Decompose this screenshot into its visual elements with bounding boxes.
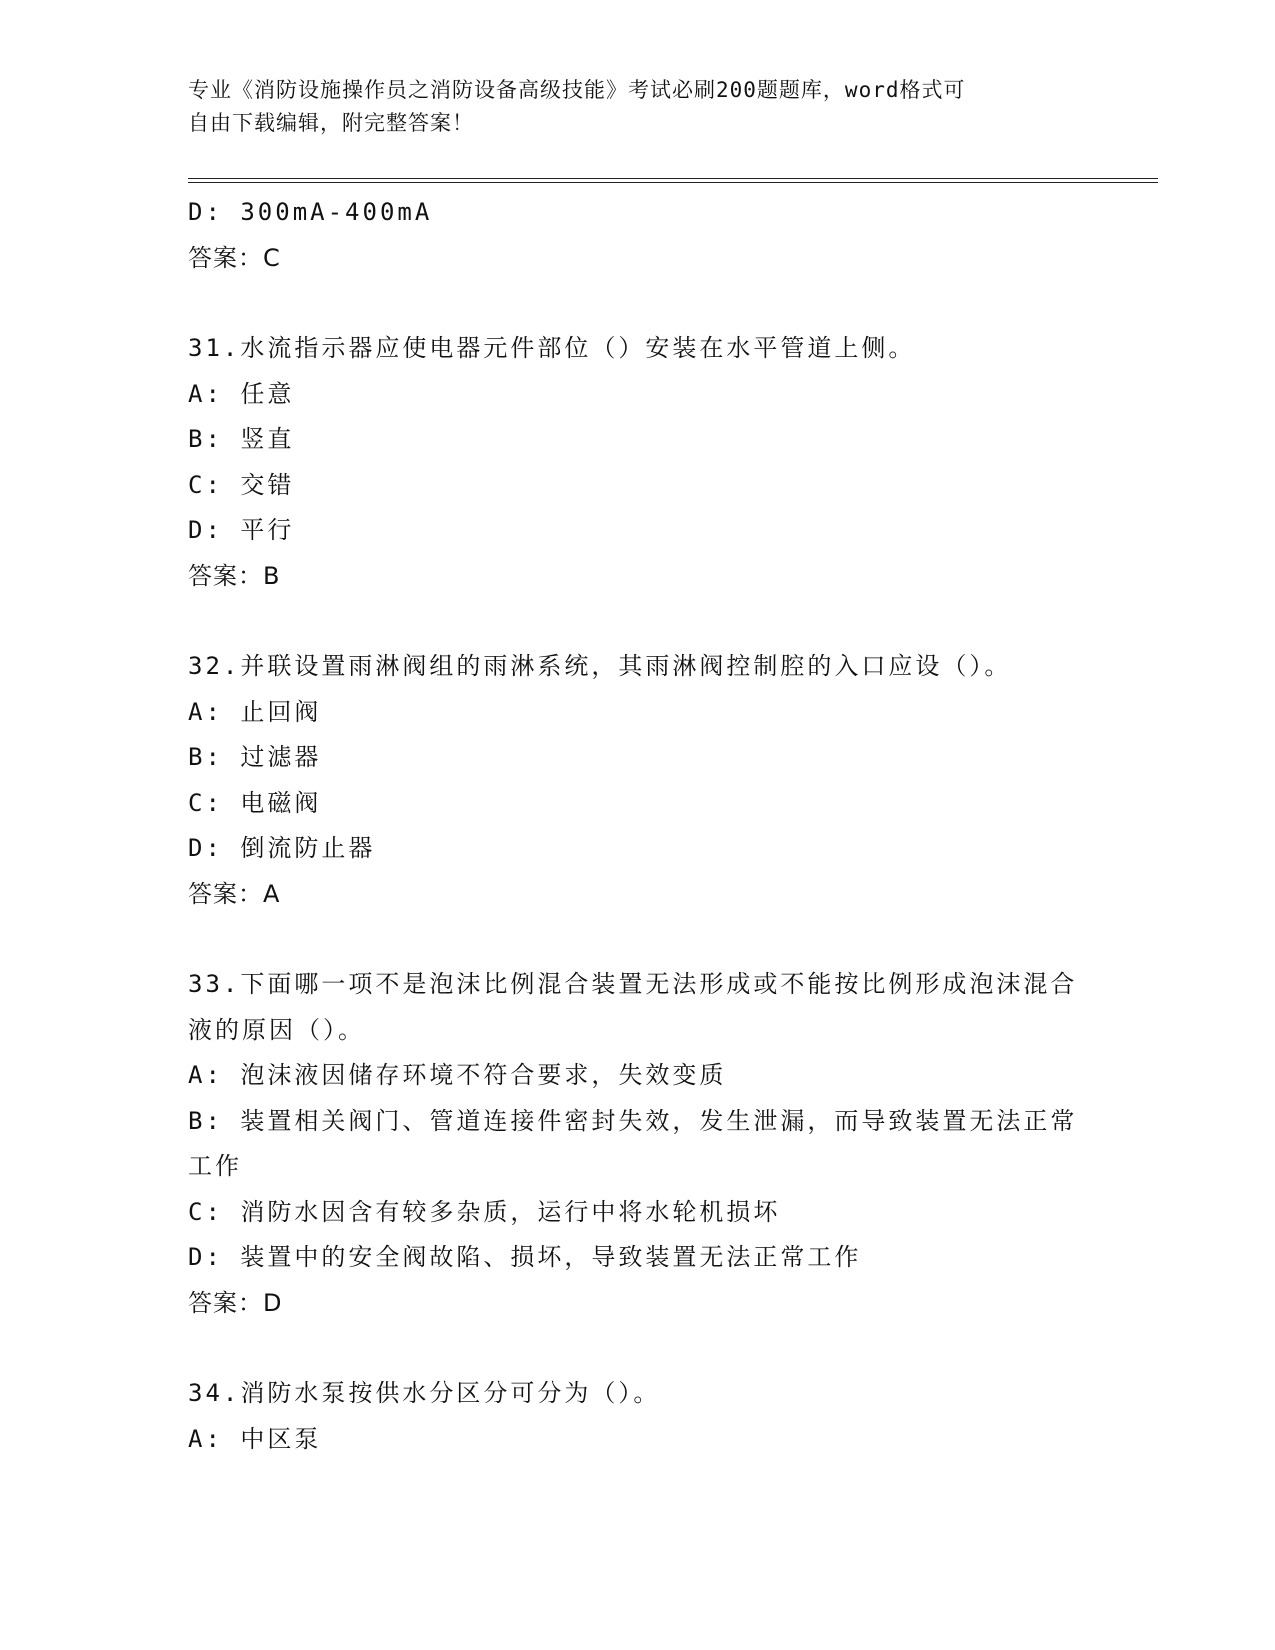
- question-text: 34.消防水泵按供水分区分可分为（）。: [188, 1379, 661, 1407]
- question-31: [188, 326, 1088, 599]
- option-c: C: 交错: [188, 470, 295, 499]
- spacer: [188, 599, 1088, 644]
- question-34: [188, 1371, 1088, 1462]
- header-line-1: 专业《消防设施操作员之消防设备高级技能》考试必刷200题题库，word格式可: [188, 78, 966, 102]
- question-32: [188, 644, 1088, 917]
- option-d: D: 平行: [188, 516, 295, 544]
- spacer: [188, 917, 1088, 962]
- option-c: C: 消防水因含有较多杂质，运行中将水轮机损坏: [188, 1197, 781, 1226]
- option-d: D: 装置中的安全阀故陷、损坏，导致装置无法正常工作: [188, 1243, 862, 1271]
- document-header: [188, 74, 1088, 140]
- question-text: 31.水流指示器应使电器元件部位（）安装在水平管道上侧。: [188, 334, 916, 362]
- answer: 答案：B: [188, 561, 281, 590]
- question-33: [188, 962, 1088, 1326]
- answer: 答案：A: [188, 879, 281, 908]
- option-a: A: 泡沫液因储存环境不符合要求，失效变质: [188, 1061, 727, 1089]
- question-text: 33.下面哪一项不是泡沫比例混合装置无法形成或不能按比例形成泡沫混合液的原因（）。: [188, 970, 1078, 1044]
- option-b: B: 装置相关阀门、管道连接件密封失效，发生泄漏，而导致装置无法正常工作: [188, 1106, 1078, 1180]
- option-a: A: 中区泵: [188, 1424, 322, 1453]
- header-line-2: 自由下载编辑，附完整答案！: [188, 111, 474, 135]
- option-c: C: 电磁阀: [188, 788, 322, 817]
- spacer: [188, 1326, 1088, 1371]
- document-body: [188, 190, 1088, 1462]
- answer: 答案：D: [188, 1288, 283, 1317]
- header-rule-top: [188, 178, 1158, 179]
- spacer: [188, 281, 1088, 326]
- question-text: 32.并联设置雨淋阀组的雨淋系统，其雨淋阀控制腔的入口应设（）。: [188, 652, 1012, 680]
- option-d: D: 倒流防止器: [188, 834, 376, 862]
- prev-option-d: D: 300mA-400mA: [188, 198, 433, 226]
- header-rule-bottom: [188, 182, 1158, 183]
- prev-answer: 答案：C: [188, 243, 281, 272]
- option-b: B: 竖直: [188, 425, 295, 453]
- option-a: A: 任意: [188, 379, 295, 408]
- option-b: B: 过滤器: [188, 743, 322, 771]
- option-a: A: 止回阀: [188, 697, 322, 726]
